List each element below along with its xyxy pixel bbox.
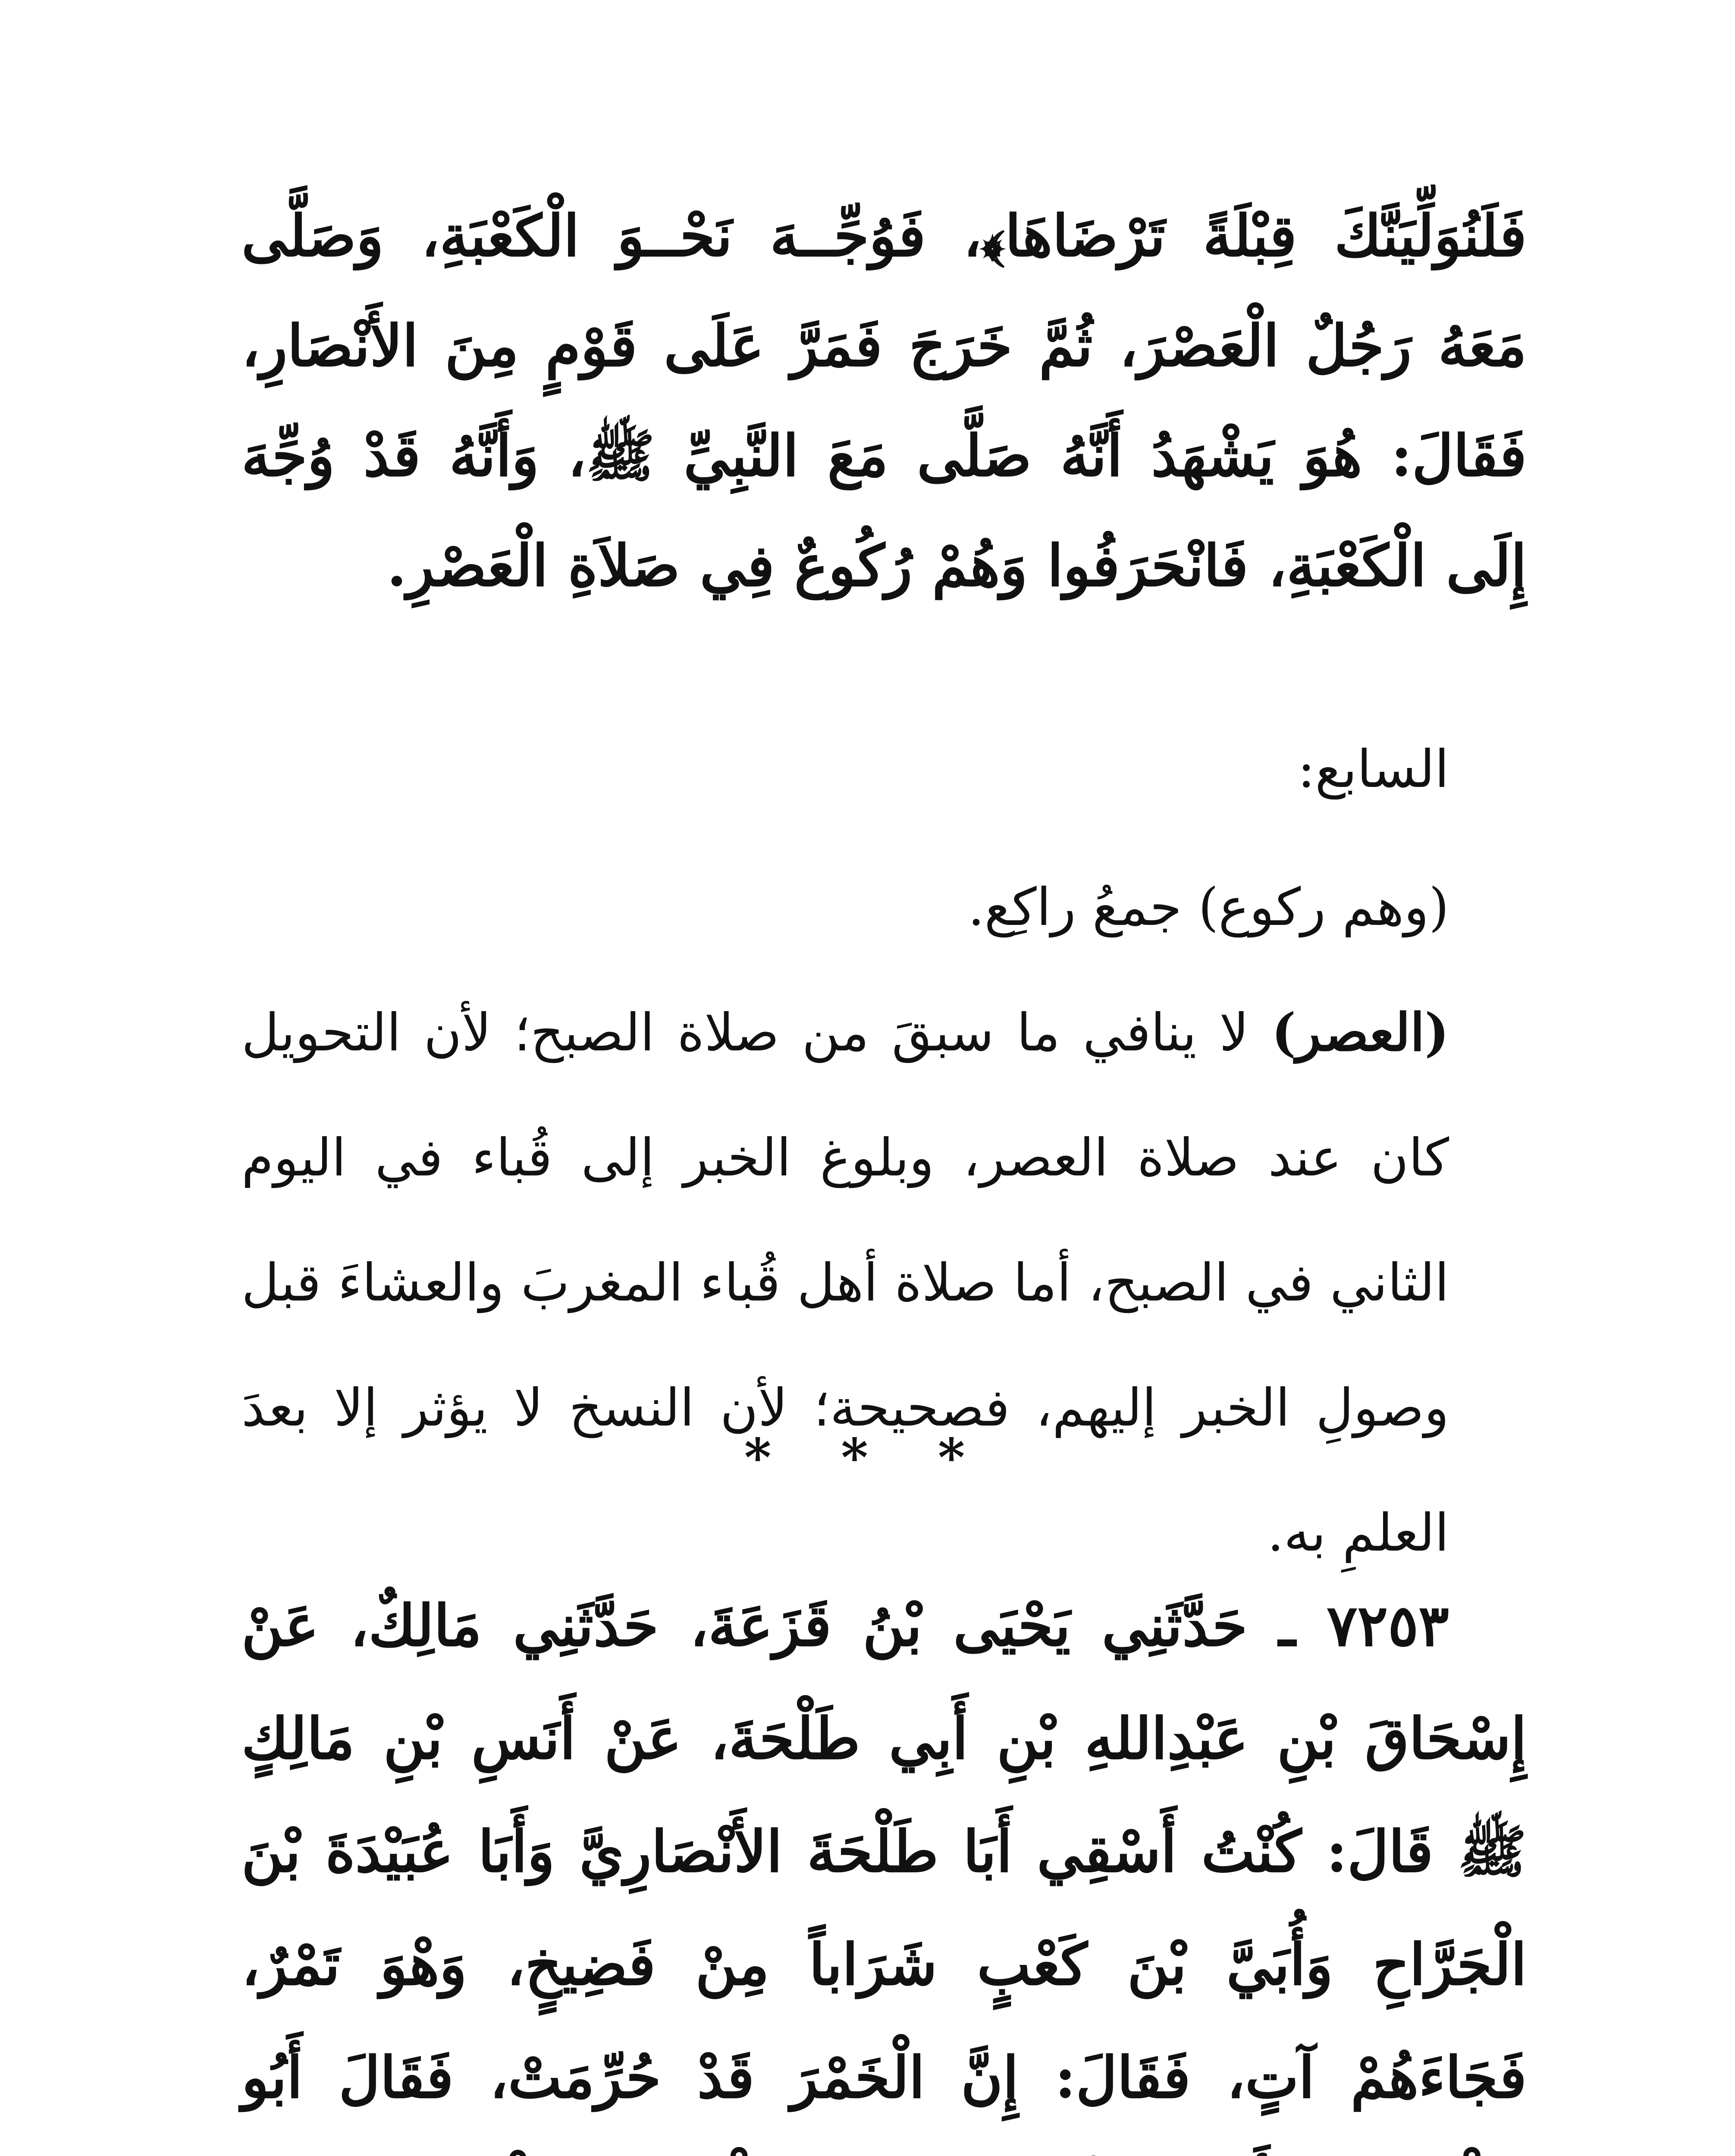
commentary-text-2: لا ينافي ما سبقَ من صلاة الصبح؛ لأن التحويل كان عند صلاة العصر، وبلوغ الخبر إلى قُباء في اليوم الثاني في الصبح، أما صلاة أهل قُباء المغربَ والعشاءَ قبل وصولِ الخبر إليهم، فصحيحة؛ لأن النسخ لا يؤثر إلا بعدَ العلمِ به. <box>242 1003 1449 1563</box>
hadith-paragraph <box>242 1570 1527 2156</box>
quote-text: فَلَنُوَلِّيَنَّكَ قِبْلَةً تَرْضَاهَا﴾، فَوُجِّــهَ نَحْــوَ الْكَعْبَةِ، وَصَلَّى مَعَهُ رَجُلٌ الْعَصْرَ، ثُمَّ خَرَجَ فَمَرَّ عَلَى قَوْمٍ مِنَ الأَنْصَارِ، فَقَالَ: هُوَ يَشْهَدُ أَنَّهُ صَلَّى مَعَ النَّبِيِّ ﷺ، وَأَنَّهُ قَدْ وُجِّهَ إِلَى الْكَعْبَةِ، فَانْحَرَفُوا وَهُمْ رُكُوعٌ فِي صَلاَةِ الْعَصْرِ. <box>242 203 1527 599</box>
commentary-term-1: (وهم ركوع) <box>1198 877 1449 937</box>
commentary-heading-text: السابع: <box>1297 740 1449 799</box>
hadith-text: ٧٢٥٣ ـ حَدَّثَنِي يَحْيَى بْنُ قَزَعَةَ، حَدَّثَنِي مَالِكٌ، عَنْ إِسْحَاقَ بْنِ عَبْدِاللهِ بْنِ أَبِي طَلْحَةَ، عَنْ أَنَسِ بْنِ مَالِكٍ ﷺ قَالَ: كُنْتُ أَسْقِي أَبَا طَلْحَةَ الأَنْصَارِيَّ وَأَبَا عُبَيْدَةَ بْنَ الْجَرَّاحِ وَأُبَيَّ بْنَ كَعْبٍ شَرَاباً مِنْ فَضِيخٍ، وَهْوَ تَمْرٌ، فَجَاءَهُمْ آتٍ، فَقَالَ: إِنَّ الْخَمْرَ قَدْ حُرِّمَتْ، فَقَالَ أَبُو <box>242 1592 1527 2111</box>
commentary-text-1: جمعُ راكِع. <box>968 877 1198 937</box>
commentary-term-2: (العصر) <box>1271 1002 1449 1063</box>
commentary-heading <box>242 707 1527 832</box>
separator-stars: * * * <box>744 1427 991 1488</box>
commentary-paragraph-1 <box>242 845 1527 970</box>
quote-paragraph <box>242 181 1527 621</box>
section-separator <box>0 1427 1735 1488</box>
commentary-paragraph-2 <box>242 970 1527 1596</box>
